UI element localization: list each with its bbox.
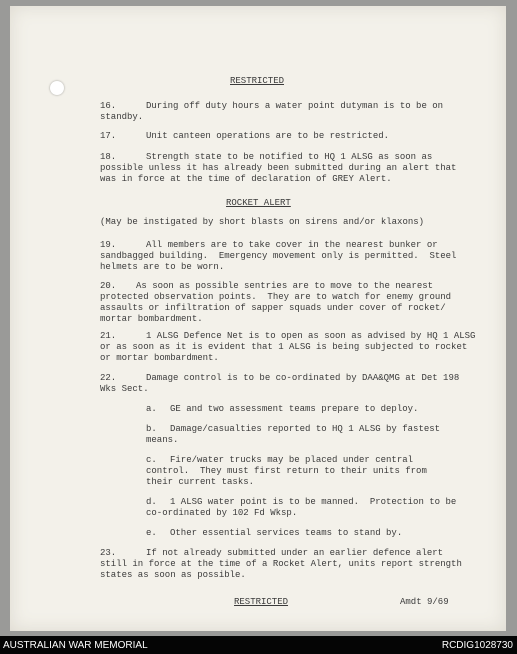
- para-18-line-2: possible unless it has already been submitted during an alert that: [100, 163, 457, 173]
- para-21-line-2: or as soon as it is evident that 1 ALSG is being subjected to rocket: [100, 342, 468, 352]
- para-22-line-2: Wks Sect.: [100, 384, 149, 394]
- para-20-line-4: mortar bombardment.: [100, 314, 203, 324]
- sub-item-b-letter: b.: [146, 424, 157, 434]
- archive-name: AUSTRALIAN WAR MEMORIAL: [3, 640, 148, 651]
- sub-item-d-line-2: co-ordinated by 102 Fd Wksp.: [146, 508, 298, 518]
- para-17-line-1: Unit canteen operations are to be restricted.: [146, 131, 390, 141]
- para-19-number: 19.: [100, 240, 117, 250]
- para-20-line-3: assaults or infiltration of sapper squads under cover of rocket/: [100, 303, 446, 313]
- para-22-line-1: Damage control is to be co-ordinated by DAA&QMG at Det 198: [146, 373, 460, 383]
- archive-id: RCDIG1028730: [441, 640, 513, 651]
- sub-item-b-line-1: Damage/casualties reported to HQ 1 ALSG by fastest: [170, 424, 441, 434]
- para-21-line-3: or mortar bombardment.: [100, 353, 219, 363]
- sub-item-a-letter: a.: [146, 404, 157, 414]
- para-23-line-1: If not already submitted under an earlier defence alert: [146, 548, 444, 558]
- para-18-number: 18.: [100, 152, 117, 162]
- sub-item-e-letter: e.: [146, 528, 157, 538]
- section-title: ROCKET ALERT: [226, 198, 291, 208]
- footer-classification: RESTRICTED: [234, 597, 289, 607]
- para-17-number: 17.: [100, 131, 117, 141]
- para-20-number: 20.: [100, 281, 117, 291]
- archive-footer-bar: [0, 636, 517, 654]
- para-16-line-1: During off duty hours a water point dutyman is to be on: [146, 101, 444, 111]
- sub-item-c-line-3: their current tasks.: [146, 477, 255, 487]
- sub-item-e-line-1: Other essential services teams to stand by.: [170, 528, 403, 538]
- para-18-line-1: Strength state to be notified to HQ 1 ALSG as soon as: [146, 152, 433, 162]
- sub-item-b-line-2: means.: [146, 435, 179, 445]
- para-22-number: 22.: [100, 373, 117, 383]
- para-19-line-2: sandbagged building. Emergency movement only is permitted. Steel: [100, 251, 457, 261]
- para-20-line-1: As soon as possible sentries are to move to the nearest: [136, 281, 434, 291]
- para-23-line-2: still in force at the time of a Rocket Alert, units report strength: [100, 559, 462, 569]
- para-16-number: 16.: [100, 101, 117, 111]
- punch-hole: [50, 81, 64, 95]
- sub-item-c-line-1: Fire/water trucks may be placed under central: [170, 455, 414, 465]
- para-20-line-2: protected observation points. They are to watch for enemy ground: [100, 292, 452, 302]
- sub-item-a-line-1: GE and two assessment teams prepare to deploy.: [170, 404, 419, 414]
- sub-item-d-line-1: 1 ALSG water point is to be manned. Protection to be: [170, 497, 457, 507]
- para-21-number: 21.: [100, 331, 117, 341]
- para-19-line-1: All members are to take cover in the nearest bunker or: [146, 240, 438, 250]
- para-23-line-3: states as soon as possible.: [100, 570, 246, 580]
- para-23-number: 23.: [100, 548, 117, 558]
- amendment-number: Amdt 9/69: [400, 597, 449, 607]
- para-19-line-3: helmets are to be worn.: [100, 262, 225, 272]
- para-18-line-3: was in force at the time of declaration of GREY Alert.: [100, 174, 392, 184]
- sub-item-c-letter: c.: [146, 455, 157, 465]
- section-note: (May be instigated by short blasts on sirens and/or klaxons): [100, 217, 425, 227]
- para-21-line-1: 1 ALSG Defence Net is to open as soon as advised by HQ 1 ALSG: [146, 331, 476, 341]
- sub-item-d-letter: d.: [146, 497, 157, 507]
- sub-item-c-line-2: control. They must first return to their units from: [146, 466, 427, 476]
- para-16-line-2: standby.: [100, 112, 144, 122]
- header-classification: RESTRICTED: [230, 76, 285, 86]
